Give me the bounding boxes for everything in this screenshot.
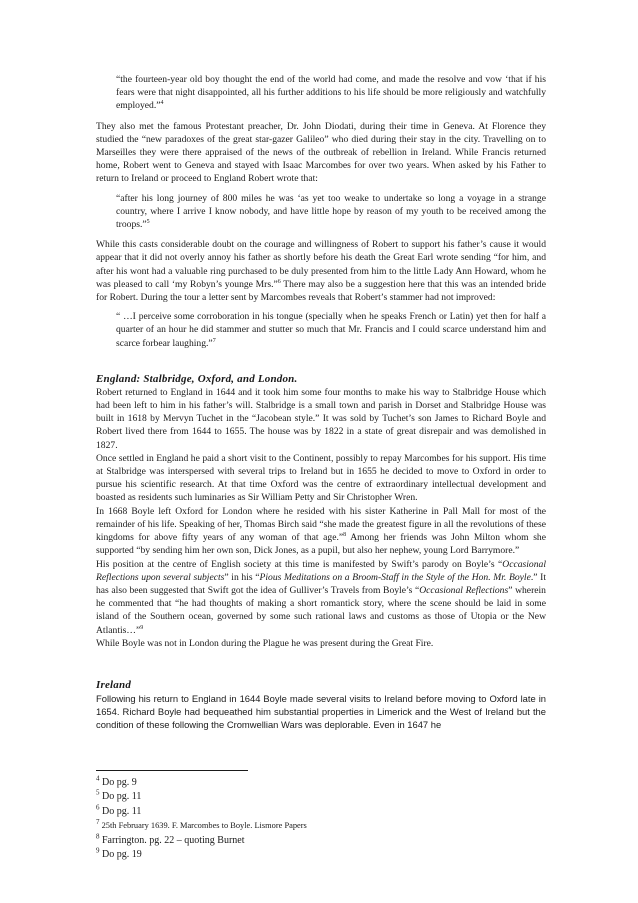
paragraph <box>96 558 546 637</box>
paragraph-text: Among her friends was John Milton whom she supported “by sending him her own son, Dick Jones, as a pupil, but also her nephew, young Lord Barrymore.” <box>96 532 546 557</box>
footnote <box>96 834 396 848</box>
block-quote <box>116 310 546 350</box>
paragraph-text: His position at the centre of English society at this time is manifested by Swift’s parody on Boyle’s “ <box>96 558 503 570</box>
footnote-ref[interactable]: 5 <box>146 218 150 225</box>
quote-text: “the fourteen-year old boy thought the end of the world had come, and made the resolve and vow ‘that if his fears were that night disappointed, all his further additions to his life should be more religiously and watchfully employed.” <box>116 74 546 112</box>
footnote-number: 6 <box>96 803 100 812</box>
paragraph <box>96 505 546 558</box>
paragraph: Once settled in England he paid a short visit to the Continent, possibly to repay Marcombes for his support. His time at Stalbridge was interspersed with several trips to Ireland but in 1655 he decided to move to Oxford in order to pursue his scientific research. At that time Oxford was the centre of extraordinary intellectual development and boasted as residents such luminaries as Sir William Petty and Sir Christopher Wren. <box>96 452 546 504</box>
paragraph-text: ” in his “ <box>224 571 260 583</box>
footnote-number: 7 <box>96 818 100 827</box>
quote-text: “after his long journey of 800 miles he was ‘as yet too weake to undertake so long a voyage in a strange country, where I arrive I know nobody, and have little hope by reason of my youth to be received among the troops.” <box>116 192 546 231</box>
footnote <box>96 819 396 833</box>
paragraph-text: .” It has also been suggested that Swift got the idea of Gulliver’s Travels from Boyle’s “ <box>96 571 546 596</box>
quote-text: “ …I perceive some corroboration in his tongue (specially when he speaks French or Latin) yet then for half a quarter of an hour he did stammer and stutter so much that Mr. Francis and I could scarce understand him and scarce forbear laughing.” <box>116 311 546 349</box>
italic-title: Occasional Reflections <box>419 584 509 596</box>
footnote <box>96 790 396 804</box>
footnote-text: Do pg. 11 <box>102 791 142 803</box>
footnote <box>96 805 396 819</box>
paragraph-text: In 1668 Boyle left Oxford for London where he resided with his sister Katherine in Pall Mall for most of the remainder of his life. Speaking of her, Thomas Birch said “she made the greatest figure in all the revolutions of these kingdoms for above fifty years of any woman of that age.” <box>96 505 546 544</box>
footnote <box>96 776 396 790</box>
footnote-number: 9 <box>96 846 100 855</box>
paragraph: Robert returned to England in 1644 and it took him some four months to make his way to Stalbridge House which had been left to him in his father’s will. Stalbridge is a small town and parish in Dorset and Stalbridge House was built in 1618 by Mervyn Tuchet in the “Jacobean style.” It was sold by Tuchet’s son James to Richard Boyle and Robert lived there from 1644 to 1655. The house was by 1822 in a state of great disrepair and was demolished in 1827. <box>96 386 546 451</box>
footnote <box>96 848 396 862</box>
footnote-number: 5 <box>96 789 100 798</box>
footnote-divider <box>96 770 248 771</box>
footnote-ref[interactable]: 7 <box>212 337 216 344</box>
italic-title: Pious Meditations on a Broom-Staff in the Style of the Hon. Mr. Boyle <box>259 571 531 583</box>
paragraph: They also met the famous Protestant preacher, Dr. John Diodati, during their time in Geneva. At Florence they studied the “new paradoxes of the great star-gazer Galileo” who died during their stay in the city. Travelling on to Marseilles they were there appraised of the news of the outbreak of rebellion in Ireland. While Francis returned home, Robert went to Geneva and stayed with Isaac Marcombes for over two years. When asked by his Father to return to Ireland or proceed to England Robert wrote that: <box>96 120 546 185</box>
footnotes <box>96 776 396 862</box>
footnote-ref[interactable]: 4 <box>160 100 164 107</box>
paragraph-text: While this casts considerable doubt on the courage and willingness of Robert to support his father’s cause it would appear that it did not overly annoy his father as shortly before his death the Great Earl wrote sending “for him, and after his wont had a valuable ring purchased to be duly presented from him to the little Lady Ann Howard, whom he was pleased to call ‘my Robyn’s younge Mrs.” <box>96 239 546 290</box>
footnote-ref[interactable]: 6 <box>277 278 281 285</box>
footnote-ref[interactable]: 8 <box>343 531 347 538</box>
footnote-number: 8 <box>96 832 100 841</box>
footnote-text: Do pg. 11 <box>102 805 142 817</box>
block-quote <box>116 73 546 113</box>
italic-title: Occasional Reflections upon several subjects <box>96 558 546 583</box>
block-quote <box>116 192 546 232</box>
footnote-text: 25th February 1639. F. Marcombes to Boyle. Lismore Papers <box>101 821 307 831</box>
footnote-text: Do pg. 9 <box>102 777 137 788</box>
paragraph: While Boyle was not in London during the Plague he was present during the Great Fire. <box>96 637 434 649</box>
paragraph-text: There may also be a suggestion here that this was an intended bride for Robert. During the tour a letter sent by Marcombes reveals that Robert’s stammer had not improved: <box>96 278 546 304</box>
footnote-ref[interactable]: 9 <box>140 624 144 631</box>
footnote-text: Do pg. 19 <box>102 849 142 861</box>
paragraph <box>96 238 546 304</box>
footnote-text: Farrington. pg. 22 – quoting Burnet <box>102 834 245 846</box>
body-text <box>96 70 546 732</box>
section-heading: England: Stalbridge, Oxford, and London. <box>96 372 298 385</box>
paragraph: Following his return to England in 1644 Boyle made several visits to Ireland before moving to Oxford late in 1654. Richard Boyle had bequeathed him substantial properties in Limerick and the West of Ireland but the condition of these following the Cromwellian Wars was deplorable. Even in 1647 he <box>96 692 546 731</box>
paragraph-text: ” wherein he commented that “he had thoughts of making a short romantick story, where the scene should be laid in some island of the Southern ocean, governed by some such rational laws and customs as those of Utopia or the New Atlantis…” <box>96 584 546 636</box>
section-heading: Ireland <box>96 678 132 691</box>
footnote-number: 4 <box>96 774 100 783</box>
